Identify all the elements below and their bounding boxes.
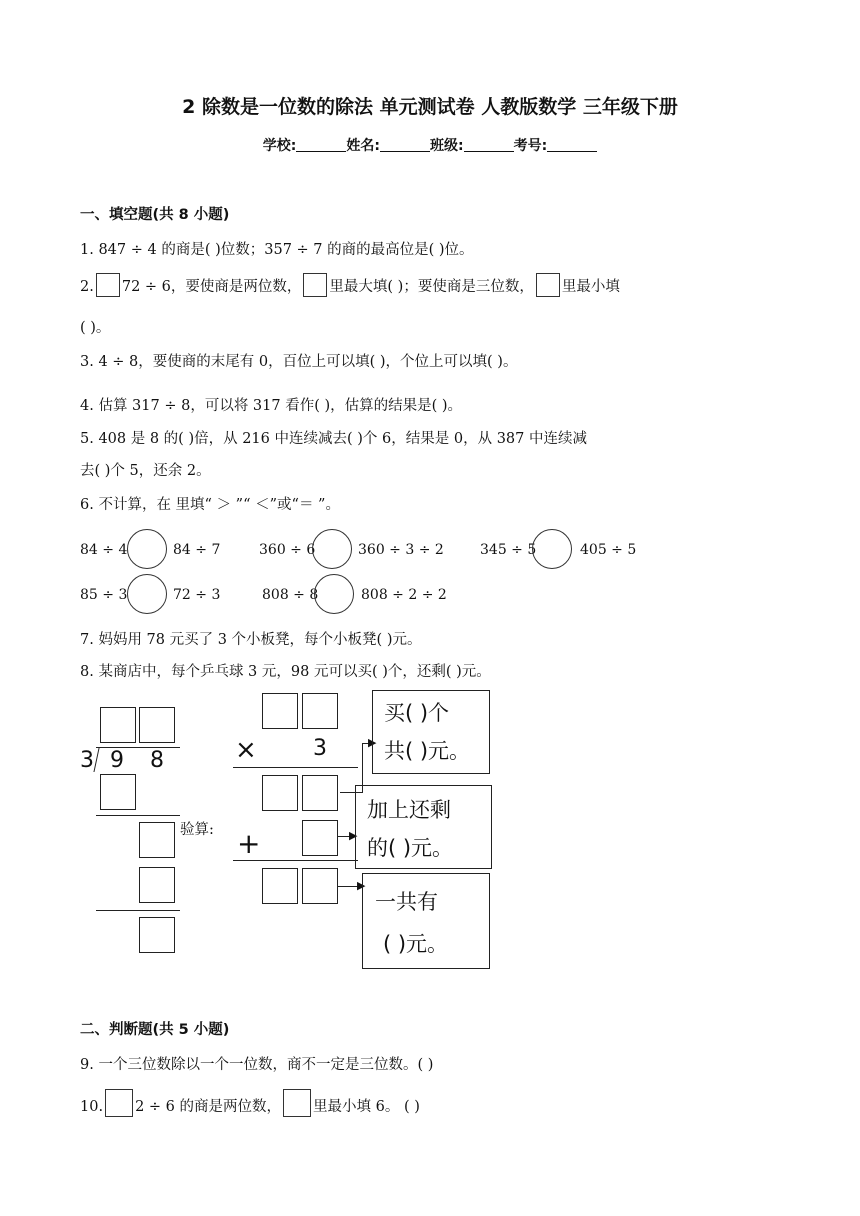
q10-number: 10. — [80, 1099, 104, 1115]
q10-text-b: 里最小填 6。 ( ) — [313, 1099, 420, 1115]
note-line: 共( )元。 — [384, 739, 471, 763]
check-product-box[interactable] — [302, 775, 338, 811]
question-5-line-2: 去( )个 5，还余 2。 — [80, 463, 211, 479]
check-product-box[interactable] — [262, 775, 298, 811]
note-box-remaining — [355, 785, 492, 869]
exam-no-label: 考号: — [513, 138, 548, 154]
note-line: ( )元。 — [383, 932, 449, 956]
compare-right: 808 ÷ 2 ÷ 2 — [361, 587, 447, 603]
subtraction-line — [96, 815, 180, 816]
class-blank[interactable] — [464, 137, 514, 152]
q2-text-b: 里最大填( )；要使商是三位数， — [329, 279, 534, 295]
name-blank[interactable] — [380, 137, 430, 152]
q2-text-c: 里最小填 — [561, 279, 620, 295]
note-line: 买( )个 — [384, 701, 450, 725]
division-bracket — [93, 748, 99, 772]
compare-left: 345 ÷ 5 — [480, 542, 537, 558]
q2-digit-box[interactable] — [96, 273, 120, 297]
arrow-head-icon: ▶ — [368, 736, 377, 749]
check-remainder-box[interactable] — [302, 820, 338, 856]
q10-text-a: 2 ÷ 6 的商是两位数， — [135, 1099, 281, 1115]
section-heading-fill-blank: 一、填空题(共 8 小题) — [80, 207, 230, 223]
multiplication-line — [233, 767, 358, 768]
q2-digit-box[interactable] — [536, 273, 560, 297]
times-sign: × — [235, 735, 257, 765]
note-box-bought — [372, 690, 490, 774]
note-box-total — [362, 873, 490, 969]
section-heading-true-false: 二、判断题(共 5 小题) — [80, 1022, 230, 1038]
note-line: 的( )元。 — [367, 836, 454, 860]
question-3: 3. 4 ÷ 8，要使商的末尾有 0，百位上可以填( )，个位上可以填( )。 — [80, 354, 518, 370]
class-label: 班级: — [430, 138, 464, 154]
compare-right: 360 ÷ 3 ÷ 2 — [358, 542, 444, 558]
q2-text-a: 72 ÷ 6，要使商是两位数， — [121, 279, 302, 295]
check-total-box[interactable] — [262, 868, 298, 904]
dividend-digit: 9 — [110, 748, 124, 773]
subtraction-line — [96, 910, 180, 911]
quotient-box[interactable] — [139, 707, 175, 743]
compare-circle[interactable] — [532, 529, 572, 569]
division-bar — [96, 747, 180, 748]
plus-sign: + — [237, 827, 261, 860]
note-line: 一共有 — [375, 890, 438, 914]
arrow-head-icon: ▶ — [357, 879, 366, 892]
compare-left: 85 ÷ 3 — [80, 587, 128, 603]
addition-line — [233, 860, 358, 861]
quotient-box[interactable] — [100, 707, 136, 743]
compare-right: 405 ÷ 5 — [580, 542, 637, 558]
arrow-head-icon: ▶ — [349, 829, 358, 842]
school-label: 学校: — [262, 138, 297, 154]
q2-number: 2. — [80, 279, 94, 295]
check-factor-box[interactable] — [302, 693, 338, 729]
question-9: 9. 一个三位数除以一个一位数，商不一定是三位数。( ) — [80, 1057, 434, 1073]
compare-circle[interactable] — [314, 574, 354, 614]
page-title: 2 除数是一位数的除法 单元测试卷 人教版数学 三年级下册 — [182, 96, 678, 118]
school-blank[interactable] — [296, 137, 346, 152]
question-6: 6. 不计算，在 里填“ ＞ ”“ ＜”或“＝ ”。 — [80, 497, 340, 513]
dividend-digit: 8 — [150, 748, 164, 773]
question-5-line-1: 5. 408 是 8 的( )倍，从 216 中连续减去( )个 6，结果是 0，从 387 中连续减 — [80, 431, 587, 447]
question-2-continued: ( )。 — [80, 320, 111, 336]
multiplier-digit: 3 — [313, 736, 327, 761]
question-10 — [80, 1089, 420, 1117]
check-total-box[interactable] — [302, 868, 338, 904]
q10-digit-box[interactable] — [105, 1089, 133, 1117]
check-factor-box[interactable] — [262, 693, 298, 729]
compare-left: 808 ÷ 8 — [262, 587, 319, 603]
compare-circle[interactable] — [127, 529, 167, 569]
student-info-line — [0, 135, 860, 155]
q10-digit-box[interactable] — [283, 1089, 311, 1117]
divisor-digit: 3 — [80, 748, 94, 773]
compare-left: 84 ÷ 4 — [80, 542, 128, 558]
compare-right: 84 ÷ 7 — [173, 542, 221, 558]
final-remainder-box[interactable] — [139, 917, 175, 953]
product-box[interactable] — [139, 867, 175, 903]
product-box[interactable] — [100, 774, 136, 810]
note-line: 加上还剩 — [367, 798, 451, 822]
q2-digit-box[interactable] — [303, 273, 327, 297]
check-label: 验算: — [180, 822, 214, 838]
compare-circle[interactable] — [312, 529, 352, 569]
question-2 — [80, 273, 620, 297]
name-label: 姓名: — [346, 138, 380, 154]
question-8: 8. 某商店中，每个乒乓球 3 元，98 元可以买( )个，还剩( )元。 — [80, 664, 491, 680]
exam-no-blank[interactable] — [547, 137, 597, 152]
compare-right: 72 ÷ 3 — [173, 587, 221, 603]
question-1: 1. 847 ÷ 4 的商是( )位数；357 ÷ 7 的商的最高位是( )位。 — [80, 242, 474, 258]
question-7: 7. 妈妈用 78 元买了 3 个小板凳，每个小板凳( )元。 — [80, 632, 422, 648]
compare-left: 360 ÷ 6 — [259, 542, 316, 558]
remainder-box[interactable] — [139, 822, 175, 858]
question-4: 4. 估算 317 ÷ 8，可以将 317 看作( )，估算的结果是( )。 — [80, 398, 463, 414]
compare-circle[interactable] — [127, 574, 167, 614]
